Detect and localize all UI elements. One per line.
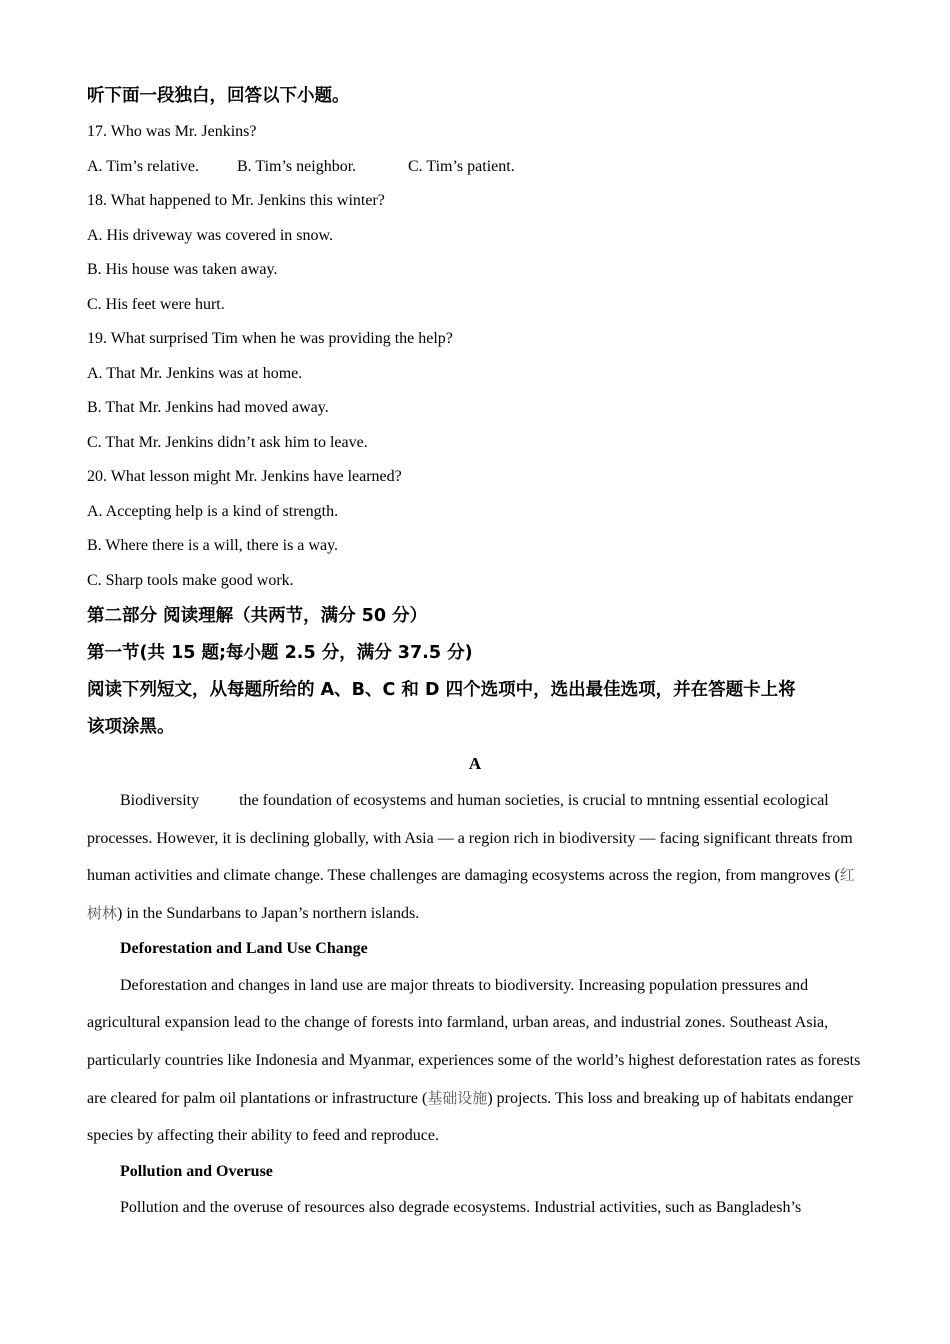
- passage-label: A: [468, 754, 482, 773]
- p2-cn-gloss: 基础设施: [427, 1088, 488, 1107]
- option-c: C. Tim’s patient.: [408, 157, 515, 175]
- question-20-stem: 20. What lesson might Mr. Jenkins have learned?: [87, 468, 402, 485]
- section-intro: 听下面一段独白，回答以下小题。: [87, 86, 350, 106]
- instruction-line-1: 阅读下列短文，从每题所给的 A、B、C 和 D 四个选项中，选出最佳选项，并在答题卡上将: [87, 680, 796, 700]
- paragraph-3: Pollution and the overuse of resources also degrade ecosystems. Industrial activities, such as Bangladesh’s: [120, 1199, 802, 1217]
- instruction-line-2: 该项涂黑。: [87, 717, 175, 737]
- option-b: B. Tim’s neighbor.: [237, 157, 357, 175]
- document-page: [87, 78, 863, 1227]
- option-a: A. That Mr. Jenkins was at home.: [87, 364, 303, 382]
- option-a: A. His driveway was covered in snow.: [87, 226, 334, 244]
- subheading-deforestation: Deforestation and Land Use Change: [120, 940, 368, 958]
- question-18-stem: 18. What happened to Mr. Jenkins this winter?: [87, 192, 385, 209]
- option-c: C. That Mr. Jenkins didn’t ask him to leave.: [87, 433, 368, 451]
- p2-start: Deforestation and changes in land use are major threats to biodiversity. Increasing population pressures and agricultural expansion lead to the change of forests into farmland, urban areas, and industrial zones. Southeast Asia, particularly countries like Indonesia and Myanmar, experiences some of the world’s highest deforestation rates as forests are cleared for palm oil plantations or infrastructure (: [87, 976, 861, 1107]
- question-19-stem: 19. What surprised Tim when he was providing the help?: [87, 330, 453, 347]
- section1-title: 第一节(共 15 题;每小题 2.5 分，满分 37.5 分): [87, 643, 473, 663]
- p1-cn-gloss: 红树林: [87, 866, 855, 922]
- option-b: B. His house was taken away.: [87, 261, 278, 278]
- paragraph-1: [87, 782, 863, 932]
- option-b: B. That Mr. Jenkins had moved away.: [87, 399, 329, 416]
- option-a: A. Accepting help is a kind of strength.: [87, 502, 339, 520]
- subheading-pollution: Pollution and Overuse: [120, 1162, 273, 1180]
- p2-end: ) projects. This loss and breaking up of habitats endanger species by affecting their ability to feed and reproduce.: [87, 1089, 854, 1145]
- question-17-stem: 17. Who was Mr. Jenkins?: [87, 123, 257, 140]
- option-a: A. Tim’s relative.: [87, 157, 200, 175]
- option-b: B. Where there is a will, there is a way.: [87, 537, 339, 554]
- option-c: C. His feet were hurt.: [87, 295, 225, 313]
- p1-rest: the foundation of ecosystems and human societies, is crucial to mntning essential ecological processes. However, it is declining globally, with Asia — a region rich in biodiversity — facing significant threats from human activities and climate change. These challenges are damaging ecosystems across the region, from mangroves (: [87, 792, 853, 885]
- p1-end: ) in the Sundarbans to Japan’s northern islands.: [117, 904, 420, 922]
- option-c: C. Sharp tools make good work.: [87, 571, 294, 589]
- p1-start: Biodiversity: [120, 792, 200, 809]
- part2-title: 第二部分 阅读理解（共两节，满分 50 分）: [87, 606, 428, 626]
- question-17-options: [87, 150, 863, 185]
- paragraph-2: [87, 967, 863, 1155]
